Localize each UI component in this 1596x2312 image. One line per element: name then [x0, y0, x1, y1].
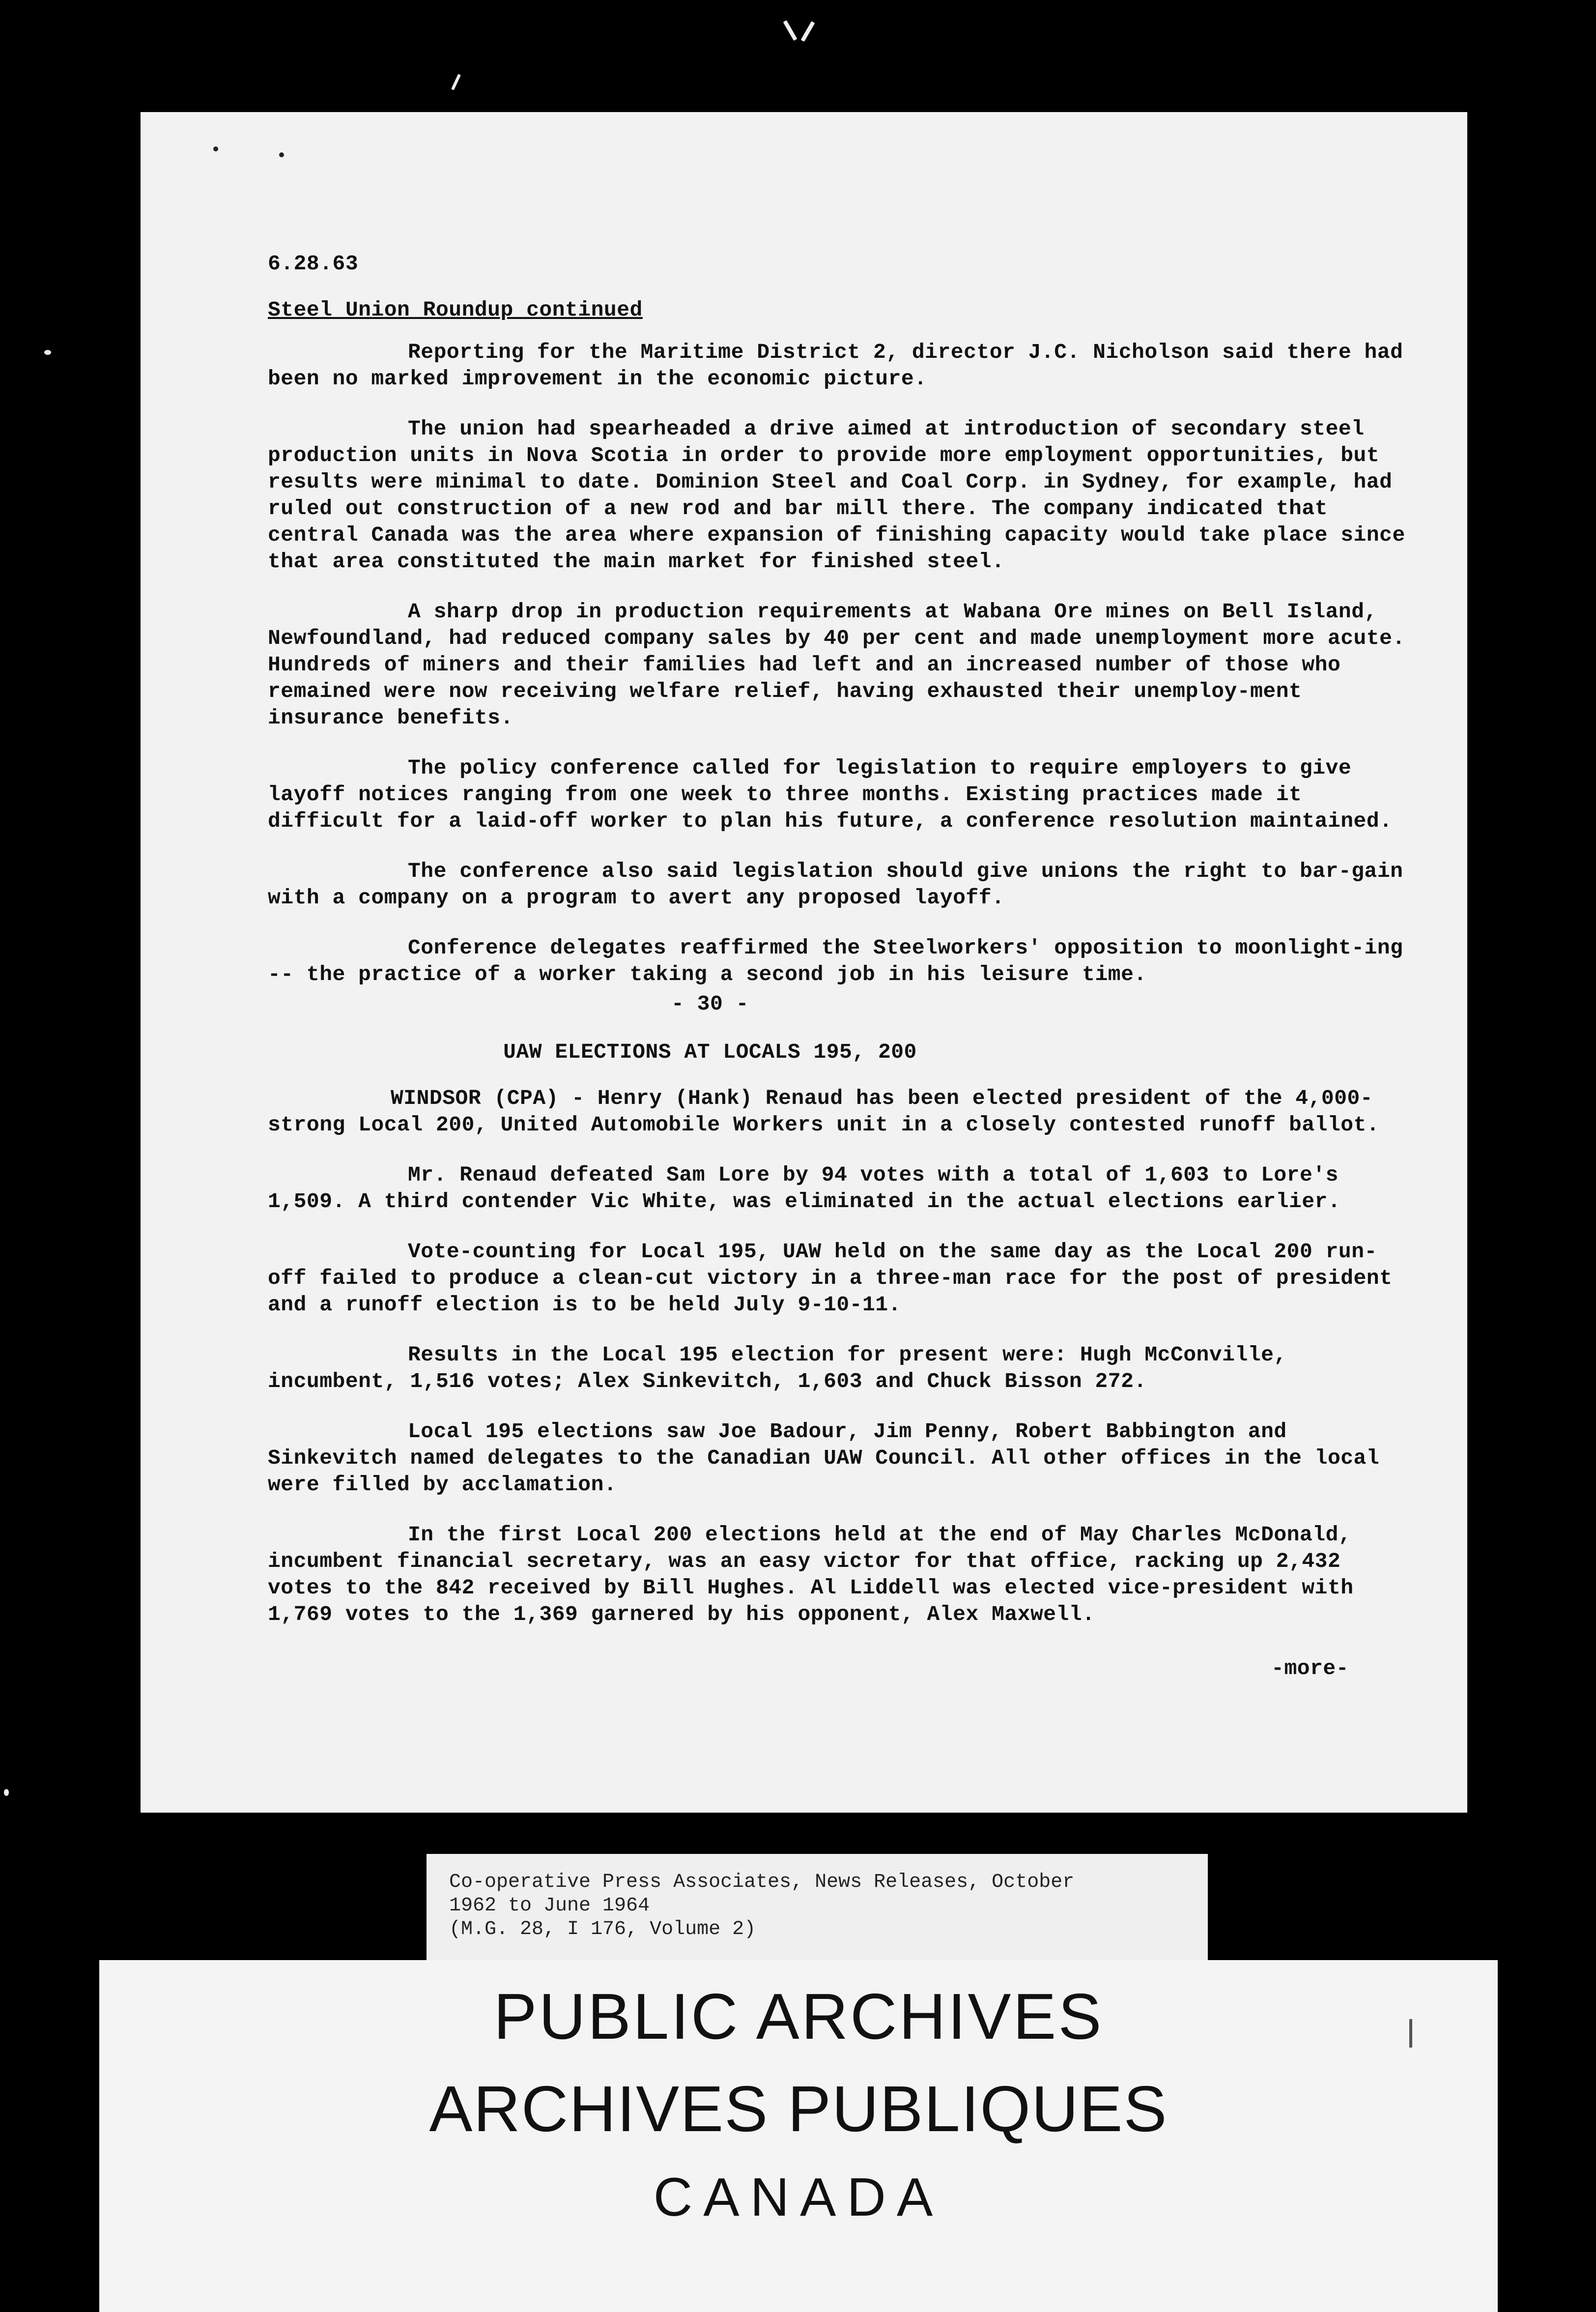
paragraph: The policy conference called for legislation to require employers to give layoff notices ranging from one week to three months. Existing practices made it difficult for a laid-off worker to plan his future, a conference resolution maintained. [268, 756, 1393, 833]
paragraph: Local 195 elections saw Joe Badour, Jim Penny, Robert Babbington and Sinkevitch named delegates to the Canadian UAW Council. All other offices in the local were filled by acclamation. [268, 1419, 1380, 1497]
paragraph: Conference delegates reaffirmed the Steelworkers' opposition to moonlight-ing -- the practice of a worker taking a second job in his leisure time. [268, 936, 1403, 986]
citation-line: (M.G. 28, I 176, Volume 2) [449, 1918, 756, 1940]
citation-card [427, 1854, 1208, 1960]
paragraph: Reporting for the Maritime District 2, director J.C. Nicholson said there had been no marked improvement in the economic picture. [268, 340, 1403, 391]
film-mark [1409, 2019, 1412, 2048]
banner-line-english: PUBLIC ARCHIVES [493, 1980, 1104, 2052]
header-title: Steel Union Roundup continued [268, 298, 643, 322]
paragraph: Vote-counting for Local 195, UAW held on the same day as the Local 200 run-off failed to produce a clean-cut victory in a three-man race for the post of president and a runoff election is to be held July 9-10-11. [268, 1240, 1393, 1317]
document-body [268, 251, 1408, 1682]
story-title: UAW ELECTIONS AT LOCALS 195, 200 [503, 1040, 917, 1064]
paragraph: In the first Local 200 elections held at the end of May Charles McDonald, incumbent financial secretary, was an easy victor for that office, racking up 2,432 votes to the 842 received by Bill Hughes. Al Liddell was elected vice-president with 1,769 votes to the 1,369 garnered by his opponent, Alex Maxwell. [268, 1523, 1354, 1626]
paragraph: The union had spearheaded a drive aimed at introduction of secondary steel production units in Nova Scotia in order to provide more employment opportunities, but results were minimal to date. Dominion Steel and Coal Corp. in Sydney, for example, had ruled out construction of a new rod and bar mill there. The company indicated that central Canada was the area where expansion of finishing capacity would take place since that area constituted the main market for finished steel. [268, 417, 1405, 574]
paragraph: The conference also said legislation should give unions the right to bar-gain with a company on a program to avert any proposed layoff. [268, 859, 1403, 910]
citation-line: 1962 to June 1964 [449, 1895, 650, 1917]
end-mark: - 30 - [671, 992, 749, 1016]
dateline: 6.28.63 [268, 252, 359, 276]
citation-line: Co-operative Press Associates, News Releases, October [449, 1871, 1075, 1893]
paragraph: Mr. Renaud defeated Sam Lore by 94 votes with a total of 1,603 to Lore's 1,509. A third contender Vic White, was eliminated in the actual elections earlier. [268, 1163, 1341, 1214]
banner-line-country: CANADA [653, 2167, 944, 2227]
banner-line-french: ARCHIVES PUBLIQUES [429, 2073, 1168, 2145]
paragraph: Results in the Local 195 election for present were: Hugh McConville, incumbent, 1,516 votes; Alex Sinkevitch, 1,603 and Chuck Bisson 272. [268, 1343, 1287, 1393]
more-marker: -more- [1271, 1656, 1349, 1680]
paragraph: A sharp drop in production requirements at Wabana Ore mines on Bell Island, Newfoundland, had reduced company sales by 40 per cent and made unemployment more acute. Hundreds of miners and their families had left and an increased number of those who remained were now receiving welfare relief, having exhausted their unemploy-ment insurance benefits. [268, 600, 1405, 730]
archives-banner [99, 1960, 1498, 2312]
paragraph: WINDSOR (CPA) - Henry (Hank) Renaud has been elected president of the 4,000-strong Local 200, United Automobile Workers unit in a closely contested runoff ballot. [268, 1086, 1380, 1137]
